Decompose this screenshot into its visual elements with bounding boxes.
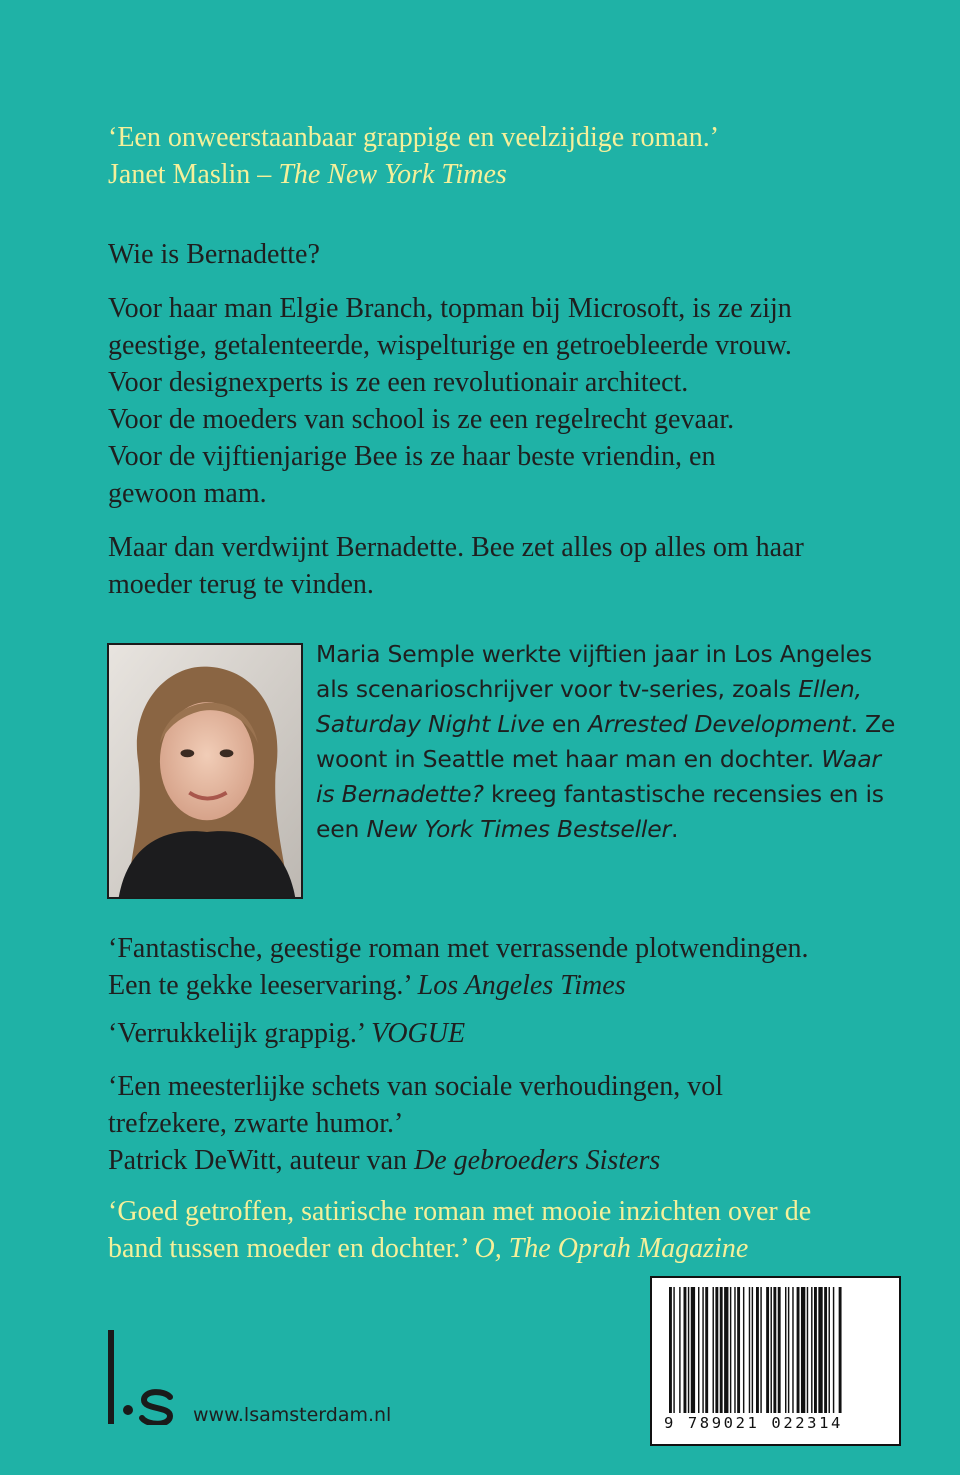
bio-text: als scenarioschrijver voor tv-series, zoals — [316, 675, 799, 703]
review-quote-oprah — [108, 1193, 811, 1267]
review-quote-la-times — [108, 930, 809, 1004]
description-line: gewoon mam. — [108, 478, 267, 509]
top-quote-text: ‘Een onweerstaanbaar grappige en veelzijdige roman.’ — [108, 122, 720, 153]
bio-text: een — [316, 815, 367, 843]
quote-book-title: De gebroeders Sisters — [414, 1145, 661, 1176]
intro-question: Wie is Bernadette? — [108, 239, 320, 270]
publisher-website: www.lsamsterdam.nl — [193, 1404, 392, 1426]
bio-title: is Bernadette? — [316, 780, 484, 808]
bio-text: . Ze — [850, 710, 896, 738]
barcode-bars — [669, 1287, 886, 1413]
quote-text: Een te gekke leeservaring.’ — [108, 970, 418, 1001]
description-line: Voor de moeders van school is ze een regelrecht gevaar. — [108, 404, 735, 435]
quote-text: band tussen moeder en dochter.’ — [108, 1233, 475, 1264]
ls-logo-icon — [106, 1330, 176, 1425]
quote-source: VOGUE — [371, 1018, 466, 1049]
description-line: Voor designexperts is ze een revolutionair architect. — [108, 367, 689, 398]
quote-source: O, The Oprah Magazine — [474, 1233, 749, 1264]
review-quote-dewitt — [108, 1068, 723, 1179]
barcode — [650, 1276, 901, 1446]
quote-text: ‘Een meesterlijke schets van sociale verhoudingen, vol — [108, 1071, 724, 1102]
quote-text: ‘Goed getroffen, satirische roman met mooie inzichten over de — [108, 1196, 812, 1227]
description-line: moeder terug te vinden. — [108, 569, 374, 600]
author-bio — [316, 637, 912, 847]
bio-text: en — [544, 710, 589, 738]
description-paragraph-2 — [108, 529, 804, 603]
description-line: geestige, getalenteerde, wispelturige en getroebleerde vrouw. — [108, 330, 792, 361]
bio-title: Arrested Development — [588, 710, 851, 738]
bio-text: woont in Seattle met haar man en dochter. — [316, 745, 822, 773]
quote-text: ‘Verrukkelijk grappig.’ — [108, 1018, 372, 1049]
top-quote — [108, 119, 719, 193]
quote-text: trefzekere, zwarte humor.’ — [108, 1108, 404, 1139]
quote-source: Patrick DeWitt, auteur van — [108, 1145, 414, 1176]
isbn-number: 9 789021 022314 — [664, 1414, 843, 1432]
bio-title: Ellen, — [798, 675, 862, 703]
bio-text: kreeg fantastische recensies en is — [483, 780, 884, 808]
author-portrait-image — [109, 645, 301, 897]
bio-title: Saturday Night Live — [316, 710, 545, 738]
author-photo — [107, 643, 303, 899]
top-quote-source: Janet Maslin – — [108, 159, 279, 190]
bio-title: New York Times Bestseller — [366, 815, 671, 843]
top-quote-publication: The New York Times — [278, 159, 507, 190]
review-quote-vogue — [108, 1015, 465, 1052]
description-line: Maar dan verdwijnt Bernadette. Bee zet alles op alles om haar — [108, 532, 804, 563]
bio-title: Waar — [821, 745, 881, 773]
description-paragraph — [108, 290, 792, 512]
bio-line: Maria Semple werkte vijftien jaar in Los Angeles — [316, 640, 872, 668]
quote-text: ‘Fantastische, geestige roman met verrassende plotwendingen. — [108, 933, 809, 964]
bio-text: . — [670, 815, 679, 843]
description-line: Voor haar man Elgie Branch, topman bij Microsoft, is ze zijn — [108, 293, 792, 324]
description-line: Voor de vijftienjarige Bee is ze haar beste vriendin, en — [108, 441, 716, 472]
quote-source: Los Angeles Times — [417, 970, 626, 1001]
